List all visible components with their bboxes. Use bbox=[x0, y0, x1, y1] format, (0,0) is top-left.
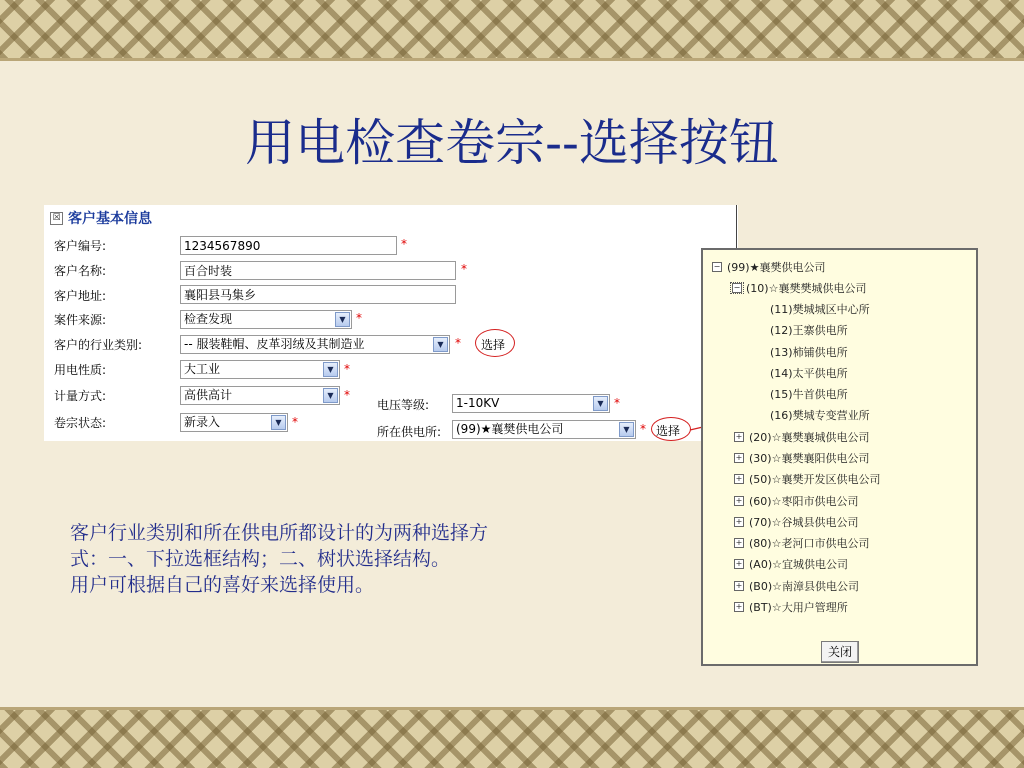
required-mark: * bbox=[401, 237, 407, 251]
tree-node-label: (10)☆襄樊樊城供电公司 bbox=[746, 282, 867, 295]
industry-choose-button[interactable]: 选择 bbox=[481, 338, 506, 352]
case-source-select[interactable] bbox=[180, 310, 352, 329]
required-mark: * bbox=[344, 388, 350, 402]
metering-value: 高供高计 bbox=[184, 388, 233, 402]
tree-node-label: (50)☆襄樊开发区供电公司 bbox=[749, 473, 881, 486]
customer-address-label: 客户地址: bbox=[54, 289, 107, 303]
customer-id-field[interactable]: 1234567890 bbox=[180, 236, 397, 255]
dropdown-arrow-icon[interactable]: ▼ bbox=[335, 312, 350, 327]
description-text bbox=[70, 520, 640, 598]
tree-node-label: (BT)☆大用户管理所 bbox=[749, 601, 848, 614]
section-header bbox=[50, 208, 152, 228]
tree-node[interactable] bbox=[734, 599, 848, 615]
tree-leaf[interactable]: (12)王寨供电所 bbox=[770, 324, 848, 337]
tree-node[interactable] bbox=[734, 556, 848, 572]
tree-node-root[interactable] bbox=[712, 259, 825, 275]
expand-toggle-icon[interactable]: + bbox=[735, 581, 743, 590]
tree-node[interactable] bbox=[734, 471, 880, 487]
case-source-label: 案件来源: bbox=[54, 313, 107, 327]
expand-toggle-icon[interactable]: + bbox=[735, 602, 743, 611]
status-label: 卷宗状态: bbox=[54, 416, 107, 430]
dropdown-arrow-icon[interactable]: ▼ bbox=[323, 388, 338, 403]
collapse-toggle-icon[interactable]: − bbox=[713, 262, 721, 271]
tree-leaf[interactable]: (14)太平供电所 bbox=[770, 367, 848, 380]
tree-node-label: (70)☆谷城县供电公司 bbox=[749, 516, 859, 529]
description-line: 用户可根据自己的喜好来选择使用。 bbox=[70, 574, 375, 596]
tree-leaf[interactable]: (13)柿铺供电所 bbox=[770, 346, 848, 359]
required-mark: * bbox=[292, 415, 298, 429]
tree-node-label: (30)☆襄樊襄阳供电公司 bbox=[749, 452, 870, 465]
expand-toggle-icon[interactable]: + bbox=[735, 559, 743, 568]
voltage-select[interactable] bbox=[452, 394, 610, 413]
case-source-value: 检查发现 bbox=[184, 312, 233, 326]
tree-node[interactable] bbox=[734, 578, 859, 594]
tree-node[interactable] bbox=[734, 535, 869, 551]
power-nature-label: 用电性质: bbox=[54, 363, 107, 377]
required-mark: * bbox=[614, 396, 620, 410]
station-select[interactable] bbox=[452, 420, 636, 439]
description-line: 式：一、下拉选框结构；二、树状选择结构。 bbox=[70, 548, 451, 570]
collapse-icon[interactable]: ☒ bbox=[50, 212, 63, 225]
tree-node-label: (A0)☆宜城供电公司 bbox=[749, 558, 848, 571]
customer-id-label: 客户编号: bbox=[54, 239, 107, 253]
tree-node-label: (60)☆枣阳市供电公司 bbox=[749, 495, 859, 508]
tree-node-label: (B0)☆南漳县供电公司 bbox=[749, 580, 859, 593]
required-mark: * bbox=[356, 311, 362, 325]
station-tree-popup bbox=[701, 248, 978, 666]
focus-box bbox=[730, 282, 744, 294]
tree-node[interactable] bbox=[734, 450, 869, 466]
decorative-top-border bbox=[0, 0, 1024, 61]
industry-label: 客户的行业类别: bbox=[54, 338, 143, 352]
close-button[interactable]: 关闭 bbox=[821, 641, 859, 663]
collapse-toggle-icon[interactable]: − bbox=[733, 283, 741, 292]
highlight-circle bbox=[651, 417, 691, 441]
voltage-label: 电压等级: bbox=[377, 398, 430, 412]
industry-select[interactable] bbox=[180, 335, 450, 354]
dropdown-arrow-icon[interactable]: ▼ bbox=[619, 422, 634, 437]
section-title: 客户基本信息 bbox=[68, 211, 152, 227]
customer-address-field[interactable]: 襄阳县马集乡 bbox=[180, 285, 456, 304]
status-select[interactable] bbox=[180, 413, 288, 432]
expand-toggle-icon[interactable]: + bbox=[735, 453, 743, 462]
dropdown-arrow-icon[interactable]: ▼ bbox=[433, 337, 448, 352]
tree-leaf[interactable]: (16)樊城专变营业所 bbox=[770, 409, 870, 422]
tree-node-label: (20)☆襄樊襄城供电公司 bbox=[749, 431, 870, 444]
voltage-value: 1-10KV bbox=[456, 396, 500, 410]
power-nature-select[interactable] bbox=[180, 360, 340, 379]
tree-leaf[interactable]: (15)牛首供电所 bbox=[770, 388, 848, 401]
tree-node-label: (99)★襄樊供电公司 bbox=[727, 261, 826, 274]
decorative-bottom-border bbox=[0, 707, 1024, 768]
dropdown-arrow-icon[interactable]: ▼ bbox=[271, 415, 286, 430]
dropdown-arrow-icon[interactable]: ▼ bbox=[323, 362, 338, 377]
metering-label: 计量方式: bbox=[54, 389, 107, 403]
expand-toggle-icon[interactable]: + bbox=[735, 517, 743, 526]
required-mark: * bbox=[461, 262, 467, 276]
status-value: 新录入 bbox=[184, 415, 221, 429]
customer-name-field[interactable]: 百合时装 bbox=[180, 261, 456, 280]
customer-name-label: 客户名称: bbox=[54, 264, 107, 278]
station-label: 所在供电所: bbox=[377, 425, 442, 439]
description-line: 客户行业类别和所在供电所都设计的为两种选择方 bbox=[70, 522, 489, 544]
highlight-circle bbox=[475, 329, 515, 357]
dropdown-arrow-icon[interactable]: ▼ bbox=[593, 396, 608, 411]
tree-node-label: (80)☆老河口市供电公司 bbox=[749, 537, 870, 550]
expand-toggle-icon[interactable]: + bbox=[735, 474, 743, 483]
metering-select[interactable] bbox=[180, 386, 340, 405]
tree-node[interactable] bbox=[734, 429, 869, 445]
slide-title: 用电检查卷宗--选择按钮 bbox=[245, 114, 779, 172]
industry-value: -- 服装鞋帽、皮革羽绒及其制造业 bbox=[184, 337, 365, 351]
expand-toggle-icon[interactable]: + bbox=[735, 496, 743, 505]
required-mark: * bbox=[344, 362, 350, 376]
tree-node-child[interactable] bbox=[730, 280, 866, 296]
station-choose-button[interactable]: 选择 bbox=[656, 424, 681, 438]
tree-leaf[interactable]: (11)樊城城区中心所 bbox=[770, 303, 870, 316]
station-value: (99)★襄樊供电公司 bbox=[456, 422, 564, 436]
required-mark: * bbox=[455, 336, 461, 350]
required-mark: * bbox=[640, 422, 646, 436]
tree-node[interactable] bbox=[734, 493, 858, 509]
power-nature-value: 大工业 bbox=[184, 362, 221, 376]
customer-info-form bbox=[44, 205, 738, 441]
expand-toggle-icon[interactable]: + bbox=[735, 538, 743, 547]
tree-node[interactable] bbox=[734, 514, 858, 530]
expand-toggle-icon[interactable]: + bbox=[735, 432, 743, 441]
